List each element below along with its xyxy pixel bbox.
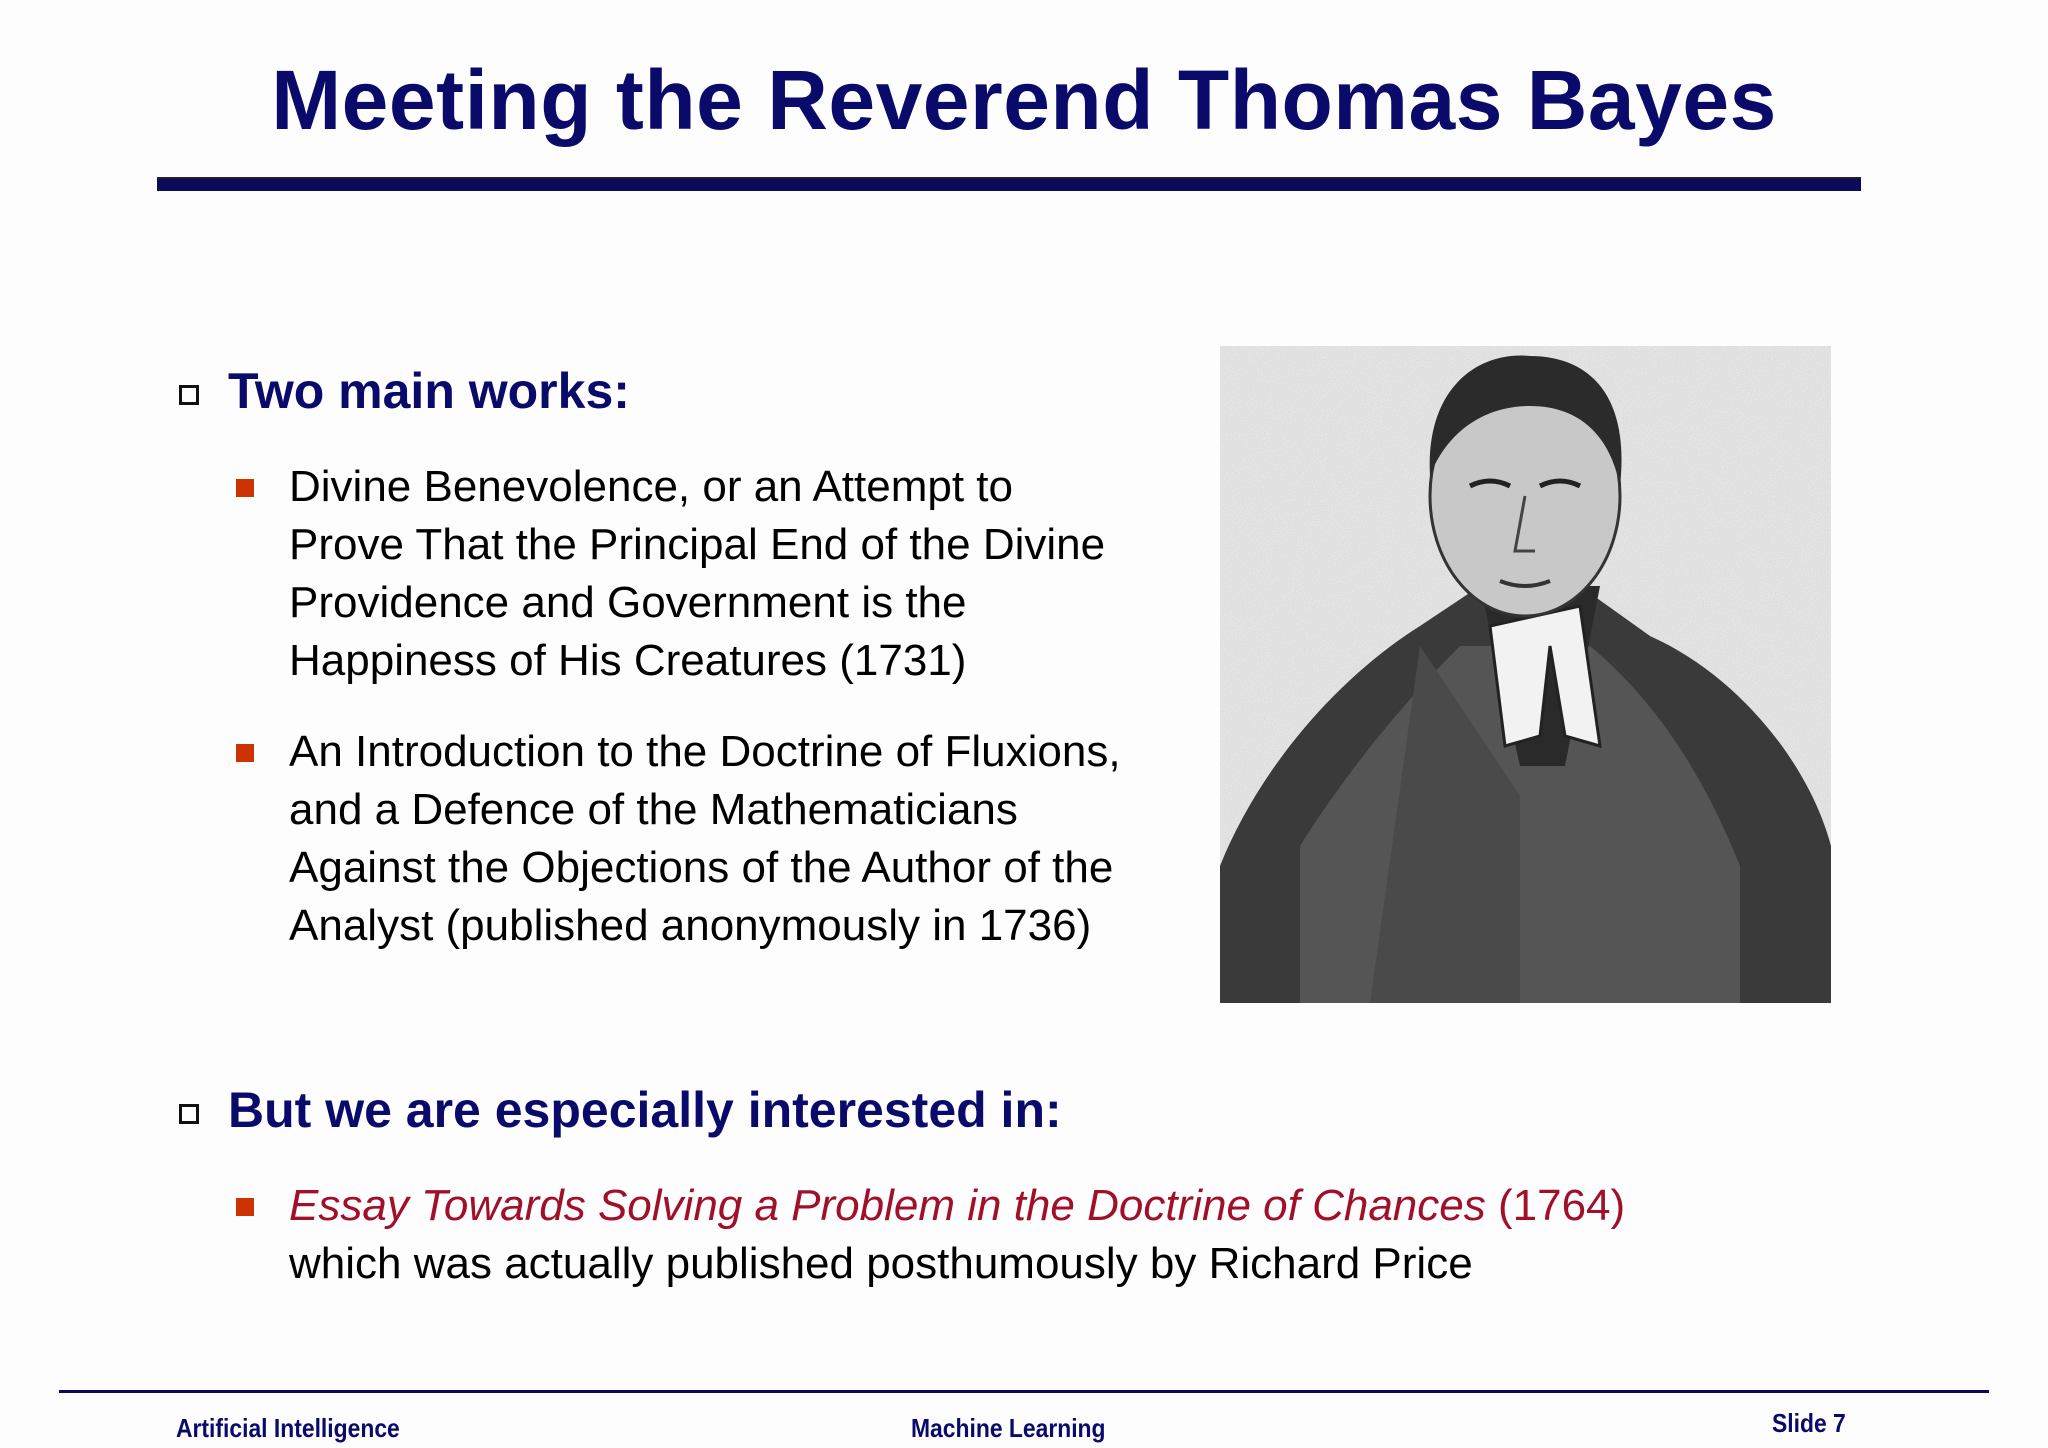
list-item — [289, 723, 1121, 955]
text-line: Divine Benevolence, or an Attempt to — [289, 462, 1013, 511]
slide-title: Meeting the Reverend Thomas Bayes — [271, 53, 1777, 147]
text-line: Providence and Government is the — [289, 578, 967, 627]
text-line: Happiness of His Creatures (1731) — [289, 636, 967, 685]
text-line: and a Defence of the Mathematicians — [289, 785, 1018, 834]
section-heading: But we are especially interested in: — [228, 1082, 1062, 1138]
square-bullet-icon — [236, 744, 254, 762]
square-bullet-icon — [236, 479, 254, 497]
text-line: which was actually published posthumously by Richard Price — [289, 1239, 1473, 1288]
text-line: Against the Objections of the Author of the — [289, 843, 1114, 892]
footer-topic: Machine Learning — [911, 1413, 1106, 1443]
hollow-square-bullet-icon — [179, 1104, 199, 1124]
text-line: Prove That the Principal End of the Divine — [289, 520, 1106, 569]
text-line: Analyst (published anonymously in 1736) — [289, 901, 1092, 950]
thomas-bayes-portrait — [1220, 346, 1831, 1003]
essay-title: Essay Towards Solving a Problem in the Doctrine of Chances — [289, 1181, 1486, 1230]
slide-number: Slide 7 — [1772, 1408, 1846, 1438]
essay-year: (1764) — [1485, 1181, 1626, 1230]
footer-divider — [59, 1390, 1989, 1393]
section-heading: Two main works: — [228, 363, 630, 419]
title-divider — [157, 177, 1861, 191]
list-item — [289, 1177, 1625, 1293]
footer-course: Artificial Intelligence — [176, 1413, 400, 1443]
list-item — [289, 458, 1105, 690]
hollow-square-bullet-icon — [179, 385, 199, 405]
text-line: An Introduction to the Doctrine of Fluxions, — [289, 727, 1121, 776]
square-bullet-icon — [236, 1198, 254, 1216]
